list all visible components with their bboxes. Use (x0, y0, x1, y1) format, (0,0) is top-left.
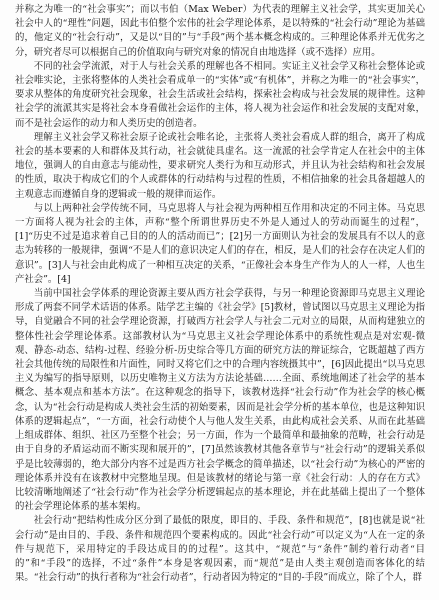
paragraph-1: 并称之为唯一的“社会事实”；而以韦伯（Max Weber）为代表的理解主义社会学，其实更加关心社会中人的“理性”问题，因此韦伯整个宏伟的社会学理论体系，是以特殊的“社会行动”理论为基础的，他定义的“社会行动”，又是以“目的”与“手段”两个基本概念构成的。三种理论体系并无优劣之分，研究者尽可以根据自己的价值取向与研究对象的情况自由地选择（或不选择）应用。 (15, 4, 425, 58)
paragraph-3: 理解主义社会学又称社会原子论或社会唯名论，主张将人类社会看成人群的组合，离开了构成社会的基本要素的人和群体及其行动，社会就徒具虚名。这一流派的社会学肯定人在社会中的主体地位，强调人的自由意志与能动性，要求研究人类行为和互动形式，并且认为社会结构和社会发展的性质，取决于构成它们的个人或群体的行动结构与过程的性质，不相信抽象的社会具备超越人的主观意志而遵循自身的逻辑或一般的规律而运作。 (15, 131, 425, 200)
paragraph-6: 社会行动“把结构性成分区分到了最低的限度，即目的、手段、条件和规范”，[8]也就是说“社会行动”是由目的、手段、条件和规范四个要素构成的。因此“社会行动”可以定义为“人在一定的条件与规范下，采用特定的手段达成目的的过程”。这其中，“规范”与“条件”制约着行动者“目的”和“手段”的选择，不过“条件”本身是客观因素，而“规范”是由人类主观创造而客体化的结果。“社会行动”的执行者称为“社会行动者”，行动者因为特定的“目的-手段”而成立，除了个人，群 (15, 515, 425, 584)
paragraph-2: 不同的社会学流派，对于人与社会关系的理解也各不相同。实证主义社会学又称社会整体论或社会唯实论，主张将整体的人类社会看成单一的“实体”或“有机体”，并称之为唯一的“社会事实”，要求从整体的角度研究社会现象，社会生活或社会结构，探索社会构成与社会发展的规律性。这种社会学的流派其实是将社会本身看做社会运作的主体，将人视为社会运作和社会发展的支配对象，而不是社会运作的动力和人类历史的创造者。 (15, 60, 425, 129)
paragraph-5: 当前中国社会学体系的理论资源主要从西方社会学获得，与另一种理论资源即马克思主义理论形成了两套不同学术话语的体系。陆学艺主编的《社会学》[5]教材，曾试图以马克思主义理论为指导，自觉融合不同的社会学理论资源，打破西方社会学人与社会二元对立的局限，从而构建独立的整体性社会学理论体系。这部教材认为“马克思主义社会学理论体系中的系统性观点是对宏观-微观、静态-动态、结构-过程、经验分析-历史综合等几方面的研究方法的辩证综合，它既超越了西方社会其他传统的局限性和片面性，同时又将它们之中的合理内容统摄其中”，[6]因此提出“以马克思主义为编写的指导原则，以历史唯物主义方法为方法论基础……全面、系统地阐述了社会学的基本概念、基本观点和基本方法”。在这种观念的指导下，该教材选择“社会行动”作为社会学的核心概念，认为“社会行动是构成人类社会生活的初始要素，因而是社会学分析的基本单位，也是这种知识体系的逻辑起点”，“一方面，社会行动使个人与他人发生关系，由此构成社会关系、从而在此基础上组成群体、组织、社区乃至整个社会；另一方面，作为一个最简单和最抽象的范畴，社会行动是由于自身的矛盾运动而不断实现和展开的”，[7]虽然该教材其他各章节与“社会行动”的逻辑关系似乎是比较薄弱的，绝大部分内容不过是西方社会学概念的简单描述，以“社会行动”为核心的严密的理论体系并没有在该教材中完整地呈现。但是该教材的绪论与第一章《社会行动：人的存在方式》比较清晰地阐述了“社会行动”作为社会学分析逻辑起点的基本理论，并在此基础上提出了一个整体的社会学理论体系的基本架构。 (15, 288, 425, 513)
paragraph-4: 与以上两种社会学传统不同，马克思将人与社会视为两种相互作用和决定的不同主体。马克思一方面将人视为社会的主体，声称“整个所谓世界历史不外是人通过人的劳动而诞生的过程”，[1]“历史不过是追求着自己目的的人的活动而已”；[2]另一方面则认为社会的发展具有不以人的意志为转移的一般规律，强调“不是人们的意识决定人们的存在，相反，是人们的社会存在决定人们的意识”。[3]人与社会由此构成了一种相互决定的关系，“正像社会本身生产作为人的人一样，人也生产社会”。[4] (15, 202, 425, 285)
